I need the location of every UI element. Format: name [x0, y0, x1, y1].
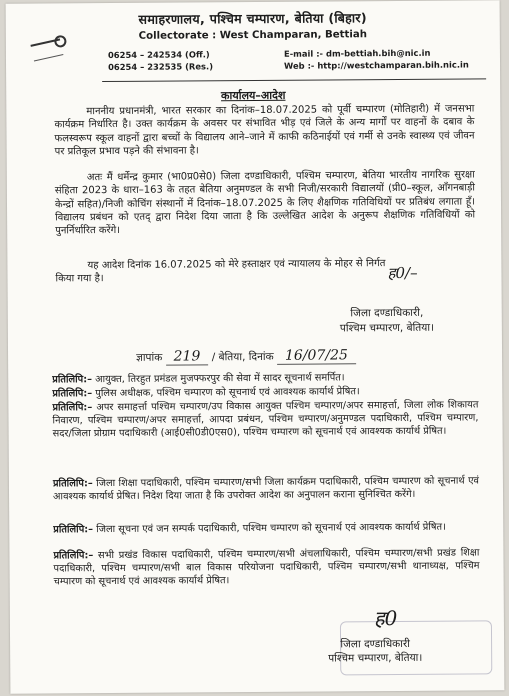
- copy-entry: प्रतिलिपि:– अपर समाहर्त्ता पश्चिम चम्पारण/उप विकास आयुक्त पश्चिम चम्पारण/अपर समाहर्त्ता, जिला लोक शिकायत निवारण, पश्चिम चम्पारण/अपर समाहर्त्ता, आपदा प्रबंधन, पश्चिम चम्पारण/अनुमण्डल पदाधिकारी, पश्चिम चम्पारण, सदर/जिला प्रोग्राम पदाधिकारी (आई0सी0डी0एस0), पश्चिम चम्पारण को सूचनार्थ एवं आवश्यक कार्यार्थ प्रेषित।: [52, 399, 479, 440]
- phone-residence: 06254 – 232535 (Res.): [108, 61, 214, 73]
- final-signatory-office: पश्चिम चम्पारण, बेतिया।: [328, 651, 423, 665]
- website: Web :- http://westchamparan.bih.nic.in: [284, 59, 469, 71]
- document-page: [6, 0, 505, 693]
- office-order-heading: कार्यालय–आदेश: [220, 88, 286, 103]
- signatory-block: [340, 306, 434, 336]
- email: E-mail :- dm-bettiah.bih@nic.in: [283, 47, 431, 59]
- memo-place: / बेतिया, दिनांक: [211, 350, 274, 364]
- copy-entry: प्रतिलिपि:– आयुक्त, तिरहुत प्रमंडल मुजफ्फरपुर की सेवा में सादर सूचनार्थ समर्पित।: [52, 372, 345, 386]
- initials-mark: ह0/–: [387, 263, 418, 283]
- memo-line: [136, 347, 356, 365]
- memo-number: 219: [166, 348, 209, 365]
- memo-date: 16/07/25: [277, 347, 356, 365]
- copy-entry: प्रतिलिपि:– जिला शिक्षा पदाधिकारी, पश्चिम चम्पारण/सभी जिला कार्यक्रम पदाधिकारी, पश्चिम चम्पारण को सूचनार्थ एवं आवश्यक कार्यार्थ प्रेषित। निदेश दिया जाता है कि उपरोक्त आदेश का अनुपालन कराना सुनिश्चित करेंगे।: [52, 475, 479, 503]
- copy-entry: प्रतिलिपि:– जिला सूचना एवं जन सम्पर्क पदाधिकारी, पश्चिम चम्पारण को सूचनार्थ एवं आवश्यक कार्यार्थ प्रेषित।: [53, 521, 446, 536]
- signature-scrawl: ह0: [373, 606, 398, 631]
- copy-entry: प्रतिलिपि:– सभी प्रखंड विकास पदाधिकारी, पश्चिम चम्पारण/सभी अंचलाधिकारी, पश्चिम चम्पारण/सभी प्रखंड शिक्षा पदाधिकारी, पश्चिम चम्पारण/सभी बाल विकास परियोजना पदाधिकारी, पश्चिम चम्पारण/सभी थानाध्यक्ष, पश्चिम चम्पारण को सूचनार्थ एवं आवश्यक कार्यार्थ प्रेषित।: [53, 547, 480, 588]
- memo-prefix: ज्ञापांक: [136, 351, 163, 364]
- signatory-title: जिला दण्डाधिकारी,: [350, 306, 424, 320]
- header-divider: [102, 78, 486, 82]
- copy-entry: प्रतिलिपि:– पुलिस अधीक्षक, पश्चिम चम्पारण को सूचनार्थ एवं आवश्यक कार्यार्थ प्रेषित।: [52, 386, 360, 400]
- header-subtitle: Collectorate : West Champaran, Bettiah: [138, 29, 368, 42]
- paragraph-2: अतः मैं धर्मेन्द्र कुमार (भा0प्र0से0) जिला दण्डाधिकारी, पश्चिम चम्पारण, बेतिया भारतीय नागरिक सुरक्षा संहिता 2023 के धारा–163 के तहत बेतिया अनुमण्डल के सभी निजी/सरकारी विद्यालयों (प्री0–स्कूल, आँगनबाड़ी केन्द्रों सहित)/निजी कोचिंग संस्थानों में दिनांक–18.07.2025 के लिए शैक्षणिक गतिविधियों पर प्रतिबंध लगाता हूँ। विद्यालय प्रबंधन को एतद् द्वारा निदेश दिया जाता है कि उल्लेखित आदेश के अनुरूप शैक्षणिक गतिविधियों को पुनर्निर्धारित करेंगे।: [54, 169, 476, 237]
- phone-office: 06254 – 242534 (Off.): [107, 49, 210, 61]
- final-signatory-title: जिला दण्डाधिकारी: [340, 637, 410, 651]
- paragraph-1: माननीय प्रधानमंत्री, भारत सरकार का दिनांक–18.07.2025 को पूर्वी चम्पारण (मोतिहारी) में जनसभा कार्यक्रम निर्धारित है। उक्त कार्यक्रम के अवसर पर संभावित भीड़ एवं जिले के अन्य मार्गों पर वाहनों के दबाव के फलस्वरूप स्कूल वाहनों द्वारा बच्चों के विद्यालय आने–जाने में काफी कठिनाईयों एवं गर्मी से उनके स्वास्थ्य एवं जीवन पर प्रतिकूल प्रभाव पड़ने की संभावना है।: [54, 103, 475, 158]
- paragraph-3: यह आदेश दिनांक 16.07.2025 को मेरे हस्ताक्षर एवं न्यायालय के मोहर से निर्गत किया गया है।: [55, 258, 386, 285]
- signatory-office: पश्चिम चम्पारण, बेतिया।: [339, 321, 435, 334]
- final-signatory-block: [328, 637, 422, 666]
- header-title: समाहरणालय, पश्चिम चम्पारण, बेतिया (बिहार): [138, 10, 367, 27]
